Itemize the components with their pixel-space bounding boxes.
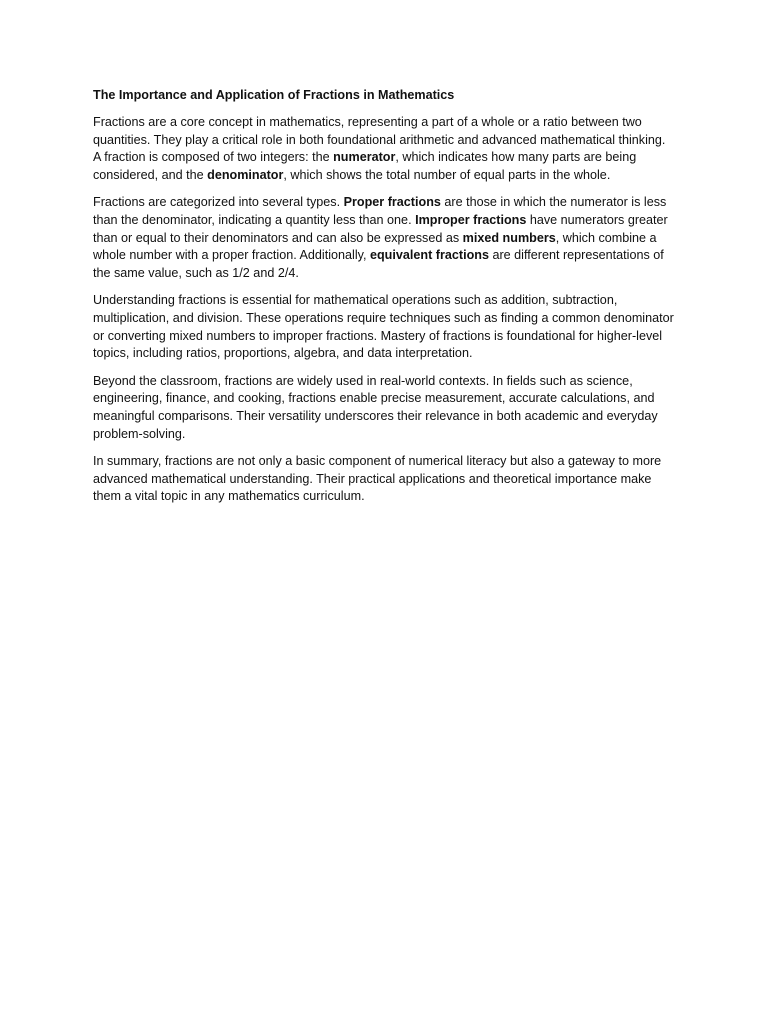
bold-term: Improper fractions (415, 212, 527, 227)
paragraph-3 (93, 292, 675, 362)
paragraph-5 (93, 453, 675, 506)
text-run: Understanding fractions is essential for mathematical operations such as addition, subtraction, multiplication, and division. These operations require techniques such as finding a common denominator or converting mixed numbers to improper fractions. Mastery of fractions is foundational for higher-level topics, including ratios, proportions, algebra, and data interpretation. (93, 293, 674, 361)
bold-term: Proper fractions (343, 195, 441, 210)
paragraph-4 (93, 373, 675, 443)
bold-term: equivalent fractions (369, 248, 489, 263)
bold-term: denominator (207, 167, 284, 182)
text-run: Fractions are a core concept in mathematics, representing a part of a whole or a ratio between two quantities. They play a critical role in both foundational arithmetic and advanced mathematical thinking. A fraction is composed of two integers: the (93, 115, 666, 165)
bold-term: mixed numbers (462, 230, 556, 245)
bold-term: numerator (333, 150, 396, 165)
text-run: , which shows the total number of equal parts in the whole. (283, 167, 611, 182)
text-run: Fractions are categorized into several types. (93, 195, 344, 210)
text-run: are different representations of the same value, such as 1/2 and 2/4. (93, 248, 664, 280)
document-title: The Importance and Application of Fractions in Mathematics (93, 88, 455, 102)
text-run: , which combine a whole number with a proper fraction. Additionally, (93, 230, 657, 263)
text-run: have numerators greater than or equal to their denominators and can also be expressed as (93, 212, 668, 245)
document-body (93, 114, 675, 506)
text-run: Beyond the classroom, fractions are widely used in real-world contexts. In fields such as science, engineering, finance, and cooking, fractions enable precise measurement, accurate calculations, and meaningful comparisons. Their versatility underscores their relevance in both academic and everyday problem-solving. (93, 373, 658, 441)
paragraph-1 (93, 114, 675, 184)
text-run: In summary, fractions are not only a basic component of numerical literacy but also a gateway to more advanced mathematical understanding. Their practical applications and theoretical importance make them a vital topic in any mathematics curriculum. (93, 454, 662, 504)
text-run: are those in which the numerator is less than the denominator, indicating a quantity less than one. (93, 195, 667, 227)
text-run: , which indicates how many parts are being considered, and the (93, 150, 637, 182)
paragraph-2 (93, 194, 675, 282)
